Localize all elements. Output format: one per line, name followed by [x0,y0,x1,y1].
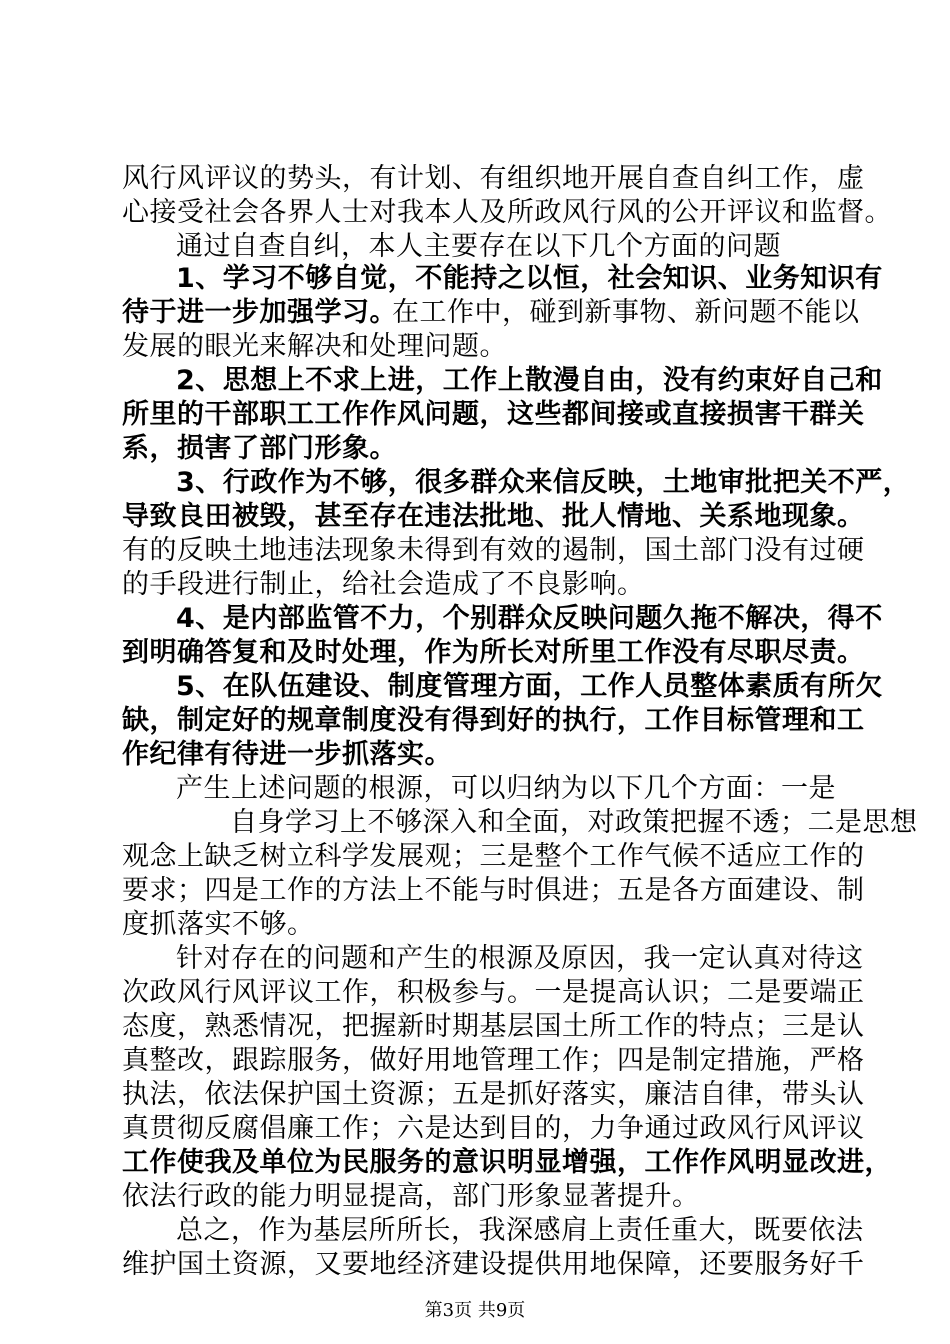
text-line: 次政风行风评议工作，积极参与。一是提高认识；二是要端正 [122,977,865,1008]
text-line: 缺，制定好的规章制度没有得到好的执行，工作目标管理和工 [122,705,865,736]
text-line: 的手段进行制止，给社会造成了不良影响。 [122,569,645,600]
text-line: 通过自查自纠，本人主要存在以下几个方面的问题 [176,231,781,262]
text-line: 真贯彻反腐倡廉工作；六是达到目的，力争通过政风行风评议 [122,1113,865,1144]
text-line: 发展的眼光来解决和处理问题。 [122,331,507,362]
text-line: 维护国土资源，又要地经济建设提供用地保障，还要服务好千 [122,1249,865,1280]
text-line: 5、在队伍建设、制度管理方面，工作人员整体素质有所欠 [176,671,883,702]
text-line: 有的反映土地违法现象未得到有效的遏制，国土部门没有过硬 [122,535,865,566]
text-line: 作纪律有待进一步抓落实。 [122,739,452,770]
text-line: 3、行政作为不够，很多群众来信反映，土地审批把关不严， [176,467,911,498]
text-line: 风行风评议的势头，有计划、有组织地开展自查自纠工作，虚 [122,163,865,194]
text-line: 心接受社会各界人士对我本人及所政风行风的公开评议和监督。 [122,197,892,228]
text-line: 系，损害了部门形象。 [122,433,397,464]
text-line: 要求；四是工作的方法上不能与时俱进；五是各方面建设、制 [122,875,865,906]
text-line: 所里的干部职工工作作风问题，这些都间接或直接损害干群关 [122,399,865,430]
text-line: 自身学习上不够深入和全面，对政策把握不透；二是思想 [230,807,918,838]
text-line: 观念上缺乏树立科学发展观；三是整个工作气候不适应工作的 [122,841,865,872]
text-line: 到明确答复和及时处理，作为所长对所里工作没有尽职尽责。 [122,637,865,668]
text-line: 态度，熟悉情况，把握新时期基层国土所工作的特点；三是认 [122,1011,865,1042]
text-line: 产生上述问题的根源，可以归纳为以下几个方面：一是 [176,773,836,804]
text-line: 待于进一步加强学习。 [122,297,397,328]
text-line: 在工作中，碰到新事物、新问题不能以 [392,297,860,328]
text-line: 执法，依法保护国土资源；五是抓好落实，廉洁自律，带头认 [122,1079,865,1110]
text-line: 导致良田被毁，甚至存在违法批地、批人情地、关系地现象。 [122,501,865,532]
text-line: 1、学习不够自觉，不能持之以恒，社会知识、业务知识有 [176,263,883,294]
text-line: 真整改，跟踪服务，做好用地管理工作；四是制定措施，严格 [122,1045,865,1076]
text-line: 度抓落实不够。 [122,909,315,940]
text-line: 工作使我及单位为民服务的意识明显增强，工作作风明显改进， [122,1147,892,1178]
text-line: 总之，作为基层所所长，我深感肩上责任重大，既要依法 [176,1215,864,1246]
text-line: 2、思想上不求上进，工作上散漫自由，没有约束好自己和 [176,365,883,396]
page-footer: 第3页 共9页 [424,1300,526,1321]
text-line: 针对存在的问题和产生的根源及原因，我一定认真对待这 [176,943,864,974]
text-line: 4、是内部监管不力，个别群众反映问题久拖不解决，得不 [176,603,883,634]
text-line: 依法行政的能力明显提高，部门形象显著提升。 [122,1181,700,1212]
